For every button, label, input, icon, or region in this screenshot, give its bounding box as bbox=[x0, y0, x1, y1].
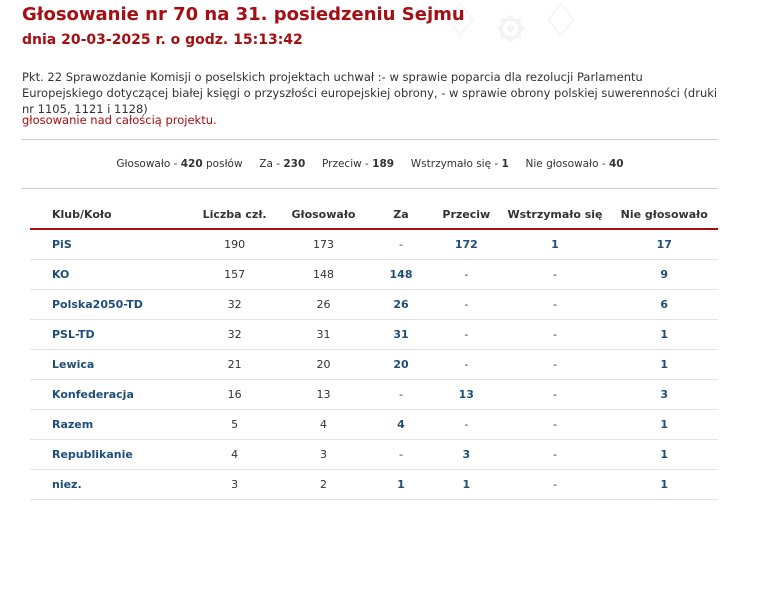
header-watermark: ♢ ۞ ♢ bbox=[440, 0, 582, 47]
absent-count[interactable]: 1 bbox=[610, 320, 718, 350]
absent-count[interactable]: 9 bbox=[610, 260, 718, 290]
yes-count: - bbox=[369, 440, 433, 470]
yes-count[interactable]: 31 bbox=[369, 320, 433, 350]
club-link[interactable]: Konfederacja bbox=[30, 380, 191, 410]
vote-mode: głosowanie nad całością projektu. bbox=[22, 113, 217, 127]
table-row bbox=[30, 440, 718, 470]
summary-absent-value: 40 bbox=[608, 158, 624, 170]
absent-count[interactable]: 17 bbox=[610, 229, 718, 260]
abstain-count: - bbox=[500, 440, 611, 470]
members-count: 32 bbox=[191, 320, 278, 350]
divider bbox=[22, 188, 718, 189]
table-row bbox=[30, 470, 718, 500]
summary-no-value: 189 bbox=[372, 158, 395, 170]
abstain-count: - bbox=[500, 380, 611, 410]
members-count: 16 bbox=[191, 380, 278, 410]
summary-voted-unit: posłów bbox=[206, 158, 243, 170]
voted-count: 3 bbox=[278, 440, 369, 470]
yes-count[interactable]: 148 bbox=[369, 260, 433, 290]
table-row bbox=[30, 380, 718, 410]
absent-count[interactable]: 6 bbox=[610, 290, 718, 320]
table-row bbox=[30, 410, 718, 440]
members-count: 3 bbox=[191, 470, 278, 500]
voted-count: 148 bbox=[278, 260, 369, 290]
members-count: 4 bbox=[191, 440, 278, 470]
page-title: Głosowanie nr 70 na 31. posiedzeniu Sejmu bbox=[22, 4, 465, 25]
no-count: - bbox=[433, 410, 499, 440]
abstain-count: - bbox=[500, 290, 611, 320]
no-count: - bbox=[433, 320, 499, 350]
summary-voted-label: Głosowało - bbox=[116, 158, 178, 170]
table-header-row bbox=[30, 200, 718, 229]
summary-no-label: Przeciw - bbox=[321, 158, 369, 170]
yes-count[interactable]: 26 bbox=[369, 290, 433, 320]
vote-description: Pkt. 22 Sprawozdanie Komisji o poselskich projektach uchwał :- w sprawie poparcia dla rezolucji Parlamentu Europejskiego dotyczącej białej księgi o przyszłości europejskiej obrony, - w sprawie obrony polskiej suwerenności (druki nr 1105, 1121 i 1128) bbox=[22, 70, 718, 116]
no-count[interactable]: 172 bbox=[433, 229, 499, 260]
club-results-table bbox=[30, 200, 718, 500]
club-link[interactable]: PiS bbox=[30, 229, 191, 260]
club-link[interactable]: KO bbox=[30, 260, 191, 290]
absent-count[interactable]: 3 bbox=[610, 380, 718, 410]
absent-count[interactable]: 1 bbox=[610, 410, 718, 440]
column-header-voted: Głosowało bbox=[278, 200, 369, 229]
vote-summary bbox=[22, 158, 718, 170]
no-count: - bbox=[433, 350, 499, 380]
summary-yes-label: Za - bbox=[259, 158, 281, 170]
abstain-count: - bbox=[500, 350, 611, 380]
yes-count[interactable]: 1 bbox=[369, 470, 433, 500]
voted-count: 173 bbox=[278, 229, 369, 260]
club-link[interactable]: niez. bbox=[30, 470, 191, 500]
abstain-count: - bbox=[500, 410, 611, 440]
vote-datetime: dnia 20-03-2025 r. o godz. 15:13:42 bbox=[22, 32, 303, 48]
table-row bbox=[30, 290, 718, 320]
absent-count[interactable]: 1 bbox=[610, 470, 718, 500]
summary-yes-value: 230 bbox=[283, 158, 306, 170]
yes-count[interactable]: 20 bbox=[369, 350, 433, 380]
absent-count[interactable]: 1 bbox=[610, 440, 718, 470]
voted-count: 26 bbox=[278, 290, 369, 320]
column-header-abstain: Wstrzymało się bbox=[500, 200, 611, 229]
yes-count: - bbox=[369, 380, 433, 410]
column-header-no: Przeciw bbox=[433, 200, 499, 229]
column-header-members: Liczba czł. bbox=[191, 200, 278, 229]
abstain-count: - bbox=[500, 470, 611, 500]
column-header-yes: Za bbox=[369, 200, 433, 229]
members-count: 190 bbox=[191, 229, 278, 260]
voted-count: 31 bbox=[278, 320, 369, 350]
table-row bbox=[30, 320, 718, 350]
summary-absent-label: Nie głosowało - bbox=[525, 158, 606, 170]
no-count: - bbox=[433, 290, 499, 320]
table-row bbox=[30, 229, 718, 260]
members-count: 21 bbox=[191, 350, 278, 380]
no-count[interactable]: 3 bbox=[433, 440, 499, 470]
table-row bbox=[30, 350, 718, 380]
abstain-count: - bbox=[500, 320, 611, 350]
yes-count[interactable]: 4 bbox=[369, 410, 433, 440]
club-link[interactable]: Lewica bbox=[30, 350, 191, 380]
abstain-count[interactable]: 1 bbox=[500, 229, 611, 260]
no-count: - bbox=[433, 260, 499, 290]
no-count[interactable]: 13 bbox=[433, 380, 499, 410]
members-count: 157 bbox=[191, 260, 278, 290]
absent-count[interactable]: 1 bbox=[610, 350, 718, 380]
voted-count: 13 bbox=[278, 380, 369, 410]
table-row bbox=[30, 260, 718, 290]
club-link[interactable]: PSL-TD bbox=[30, 320, 191, 350]
voted-count: 4 bbox=[278, 410, 369, 440]
members-count: 32 bbox=[191, 290, 278, 320]
summary-abstain-value: 1 bbox=[501, 158, 509, 170]
club-link[interactable]: Republikanie bbox=[30, 440, 191, 470]
members-count: 5 bbox=[191, 410, 278, 440]
club-link[interactable]: Polska2050-TD bbox=[30, 290, 191, 320]
summary-voted-value: 420 bbox=[180, 158, 203, 170]
voted-count: 20 bbox=[278, 350, 369, 380]
voted-count: 2 bbox=[278, 470, 369, 500]
column-header-absent: Nie głosowało bbox=[610, 200, 718, 229]
club-link[interactable]: Razem bbox=[30, 410, 191, 440]
summary-abstain-label: Wstrzymało się - bbox=[410, 158, 499, 170]
divider bbox=[22, 139, 718, 140]
no-count[interactable]: 1 bbox=[433, 470, 499, 500]
abstain-count: - bbox=[500, 260, 611, 290]
column-header-club: Klub/Koło bbox=[30, 200, 191, 229]
yes-count: - bbox=[369, 229, 433, 260]
